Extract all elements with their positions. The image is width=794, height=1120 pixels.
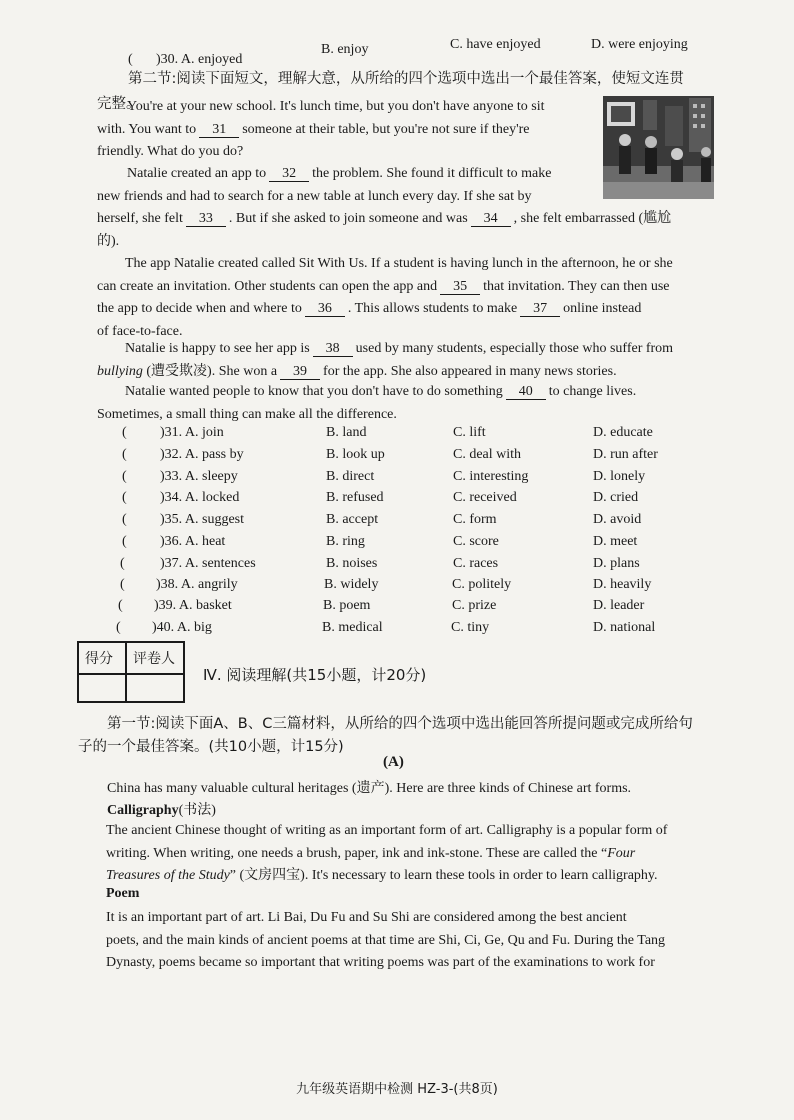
calligraphy-title-cn: (书法) <box>178 803 216 818</box>
option-c: C. races <box>453 556 499 571</box>
p4-text-2: used by many students, especially those who suffer from <box>355 341 674 356</box>
p4-text-5: for the app. She also appeared in many news stories. <box>323 363 617 379</box>
option-d: D. run after <box>593 447 658 462</box>
option-bracket: ( <box>122 490 127 505</box>
passage-paragraph-3 <box>97 253 719 343</box>
option-a: )37. A. sentences <box>160 556 256 571</box>
section4-title: Ⅳ. 阅读理解(共15小题，计20分) <box>203 666 427 684</box>
passage-a-label: (A) <box>383 754 404 770</box>
calligraphy-line-2: writing. When writing, one needs a brush, paper, ink and ink-stone. These are called the “ <box>106 845 608 861</box>
p5-text-1: Natalie wanted people to know that you don't have to do something <box>125 384 503 399</box>
passage-paragraph-2-cont <box>97 208 719 253</box>
calligraphy-line-1: The ancient Chinese thought of writing as an important form of art. Calligraphy is a popular form of <box>106 823 668 838</box>
blank-37: 37 <box>520 301 560 317</box>
option-d: D. avoid <box>593 512 642 527</box>
grader-label: 评卷人 <box>133 651 175 667</box>
p1-text-2: with. You want to <box>97 121 197 137</box>
score-label: 得分 <box>85 651 113 667</box>
option-a: )39. A. basket <box>154 598 232 613</box>
poem-heading: Poem <box>106 886 140 901</box>
option-b: B. refused <box>326 490 384 505</box>
option-a: )36. A. heat <box>160 534 226 549</box>
passage-paragraph-4 <box>97 338 719 383</box>
score-table-divider <box>79 673 183 675</box>
p4-text-4: (遭受欺凌). She won a <box>146 363 278 379</box>
option-b: B. look up <box>326 447 385 462</box>
p3-text-7: of face-to-face. <box>97 323 183 339</box>
blank-34: 34 <box>471 211 511 227</box>
blank-33: 33 <box>186 211 226 227</box>
blank-35: 35 <box>440 279 480 295</box>
passage-paragraph-1 <box>97 96 597 164</box>
p1-text-3: someone at their table, but you're not sure if they're <box>242 121 530 137</box>
p5-text-3: Sometimes, a small thing can make all the difference. <box>97 406 397 422</box>
option-b: B. medical <box>322 620 383 635</box>
option-b: B. land <box>326 425 367 440</box>
p3-text-4: the app to decide when and where to <box>97 301 302 316</box>
p2-text-4: herself, she felt <box>97 211 183 226</box>
poem-paragraph <box>106 907 722 975</box>
option-a: )33. A. sleepy <box>160 469 238 484</box>
p4-text-1: Natalie is happy to see her app is <box>125 341 310 356</box>
option-bracket: ( <box>120 577 125 592</box>
option-a: )40. A. big <box>152 620 212 635</box>
blank-40: 40 <box>506 384 546 400</box>
p3-text-6: online instead <box>563 301 642 316</box>
score-table <box>77 641 185 703</box>
option-d: D. cried <box>593 490 639 505</box>
option-a: )31. A. join <box>160 425 224 440</box>
option-bracket: ( <box>116 620 121 635</box>
blank-31: 31 <box>199 122 239 138</box>
q30-bracket: ( <box>128 52 133 67</box>
option-b: B. accept <box>326 512 379 527</box>
section4-instruction: 第一节:阅读下面A、B、C三篇材料，从所给的四个选项中选出能回答所提问题或完成所给句 <box>107 716 693 732</box>
option-b: B. noises <box>326 556 378 571</box>
option-a: )38. A. angrily <box>156 577 238 592</box>
q30-option-a: )30. A. enjoyed <box>156 52 243 67</box>
poem-line-3: Dynasty, poems became so important that writing poems was part of the examinations to work for <box>106 955 655 970</box>
q30-option-c: C. have enjoyed <box>450 37 541 52</box>
option-d: D. national <box>593 620 656 635</box>
p2-text-7: 的). <box>97 233 120 249</box>
option-c: C. politely <box>452 577 512 592</box>
q30-option-b: B. enjoy <box>321 42 369 57</box>
calligraphy-title: Calligraphy <box>107 803 179 818</box>
section2-instruction: 第二节:阅读下面短文，理解大意，从所给的四个选项中选出一个最佳答案，使短文连贯 <box>128 71 684 87</box>
p5-text-2: to change lives. <box>548 384 637 399</box>
p2-text-6: , she felt embarrassed (尴尬 <box>513 211 672 226</box>
option-b: B. direct <box>326 469 375 484</box>
poem-line-1: It is an important part of art. Li Bai, Du Fu and Su Shi are considered among the best ancient <box>106 910 627 925</box>
p1-text-1: You're at your new school. It's lunch time, but you don't have anyone to sit <box>127 99 545 114</box>
passage-illustration <box>603 96 714 199</box>
p3-text-5: . This allows students to make <box>347 301 518 316</box>
option-d: D. meet <box>593 534 638 549</box>
option-a: )34. A. locked <box>160 490 240 505</box>
option-bracket: ( <box>122 447 127 462</box>
option-c: C. prize <box>452 598 497 613</box>
option-c: C. received <box>453 490 517 505</box>
option-a: )32. A. pass by <box>160 447 244 462</box>
p3-text-2: can create an invitation. Other students can open the app and <box>97 278 438 294</box>
option-d: D. leader <box>593 598 645 613</box>
option-bracket: ( <box>118 598 123 613</box>
calligraphy-paragraph <box>106 820 722 888</box>
p2-text-2: the problem. She found it difficult to make <box>312 166 552 181</box>
calligraphy-italic-2: Treasures of the Study <box>106 868 230 883</box>
score-table-column-divider <box>125 643 127 701</box>
poem-line-2: poets, and the main kinds of ancient poems at that time are Shi, Ci, Ge, Qu and Fu. During the Tang <box>106 932 666 948</box>
passage-paragraph-5 <box>97 381 719 426</box>
option-bracket: ( <box>122 512 127 527</box>
option-d: D. plans <box>593 556 640 571</box>
option-d: D. heavily <box>593 577 652 592</box>
option-b: B. poem <box>323 598 371 613</box>
calligraphy-heading <box>107 799 216 819</box>
section4-instruction-cont: 子的一个最佳答案。(共10小题，计15分) <box>78 739 344 755</box>
option-c: C. tiny <box>451 620 490 635</box>
reading-a-intro: China has many valuable cultural heritages (遗产). Here are three kinds of Chinese art forms. <box>107 781 632 796</box>
blank-39: 39 <box>280 364 320 380</box>
option-d: D. educate <box>593 425 653 440</box>
p2-text-1: Natalie created an app to <box>127 166 267 181</box>
p4-text-3: bullying <box>97 363 143 379</box>
p2-text-5: . But if she asked to join someone and was <box>228 211 468 226</box>
option-b: B. ring <box>326 534 365 549</box>
calligraphy-italic-1: Four <box>607 845 636 861</box>
p2-text-3: new friends and had to search for a new table at lunch every day. If she sat by <box>97 188 532 204</box>
blank-36: 36 <box>305 301 345 317</box>
blank-32: 32 <box>269 166 309 182</box>
p3-text-1: The app Natalie created called Sit With Us. If a student is having lunch in the afternoon, he or she <box>125 256 673 271</box>
option-bracket: ( <box>120 556 125 571</box>
option-b: B. widely <box>324 577 379 592</box>
option-c: C. score <box>453 534 499 549</box>
option-c: C. form <box>453 512 497 527</box>
p3-text-3: that invitation. They can then use <box>483 278 670 294</box>
option-a: )35. A. suggest <box>160 512 244 527</box>
blank-38: 38 <box>313 341 353 357</box>
option-bracket: ( <box>122 425 127 440</box>
option-bracket: ( <box>122 469 127 484</box>
illustration-image <box>603 96 714 199</box>
option-d: D. lonely <box>593 469 646 484</box>
passage-paragraph-2 <box>97 163 597 208</box>
q30-option-d: D. were enjoying <box>591 37 688 52</box>
section2-instruction-cont: 完整。 <box>97 96 141 112</box>
option-c: C. lift <box>453 425 486 440</box>
option-bracket: ( <box>122 534 127 549</box>
calligraphy-line-3: ” (文房四宝). It's necessary to learn these tools in order to learn calligraphy. <box>229 868 658 883</box>
page-footer: 九年级英语期中检测 HZ-3-(共8页) <box>296 1082 498 1097</box>
p1-text-4: friendly. What do you do? <box>97 144 244 159</box>
option-c: C. interesting <box>453 469 529 484</box>
option-c: C. deal with <box>453 447 522 462</box>
